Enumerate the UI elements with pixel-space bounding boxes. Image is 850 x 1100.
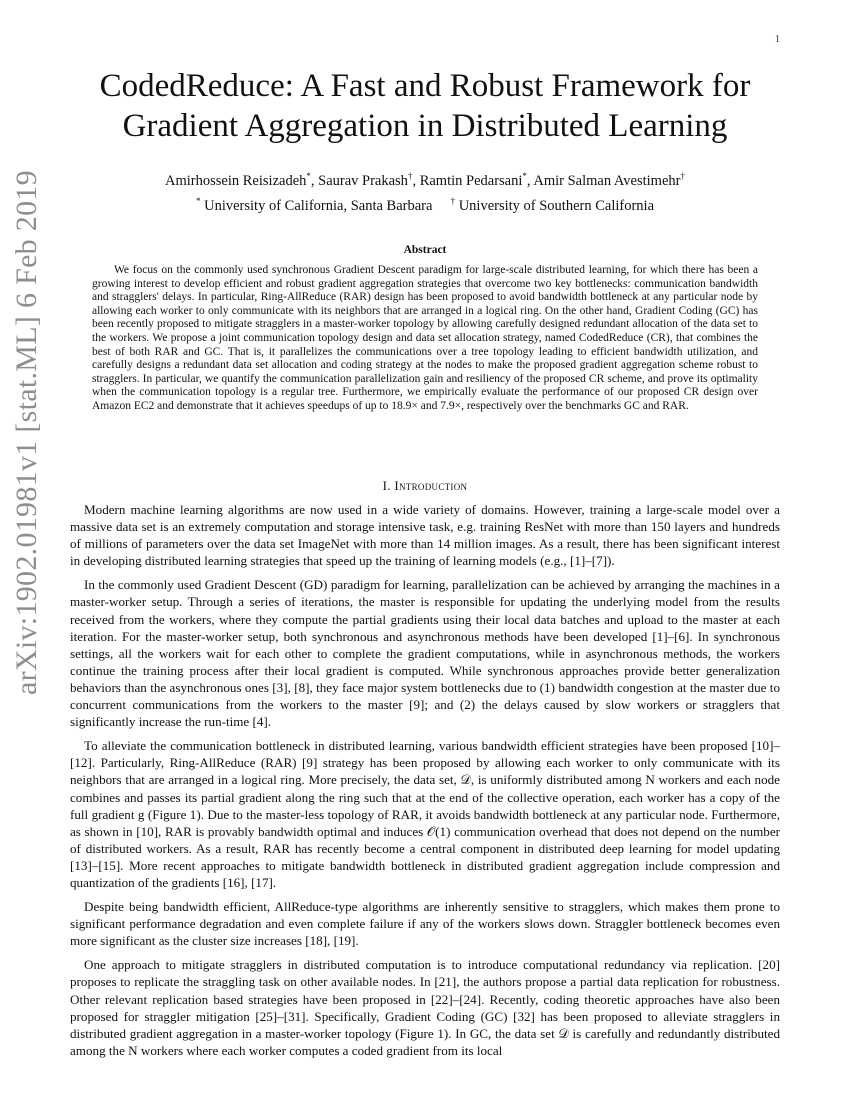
affiliation-mark: † <box>407 171 413 181</box>
author-name: Saurav Prakash <box>318 172 408 189</box>
introduction-body <box>70 501 780 1066</box>
affiliation-usc: University of Southern California <box>458 197 654 214</box>
author-block <box>60 166 790 216</box>
page-number: 1 <box>775 34 780 45</box>
section-title: Introduction <box>394 478 468 493</box>
paragraph: Despite being bandwidth efficient, AllReduce-type algorithms are inherently sensitive to stragglers, which makes them prone to significant performance degradation and even complete failure if any of the workers slows down. Straggler bottleneck becomes even more significant as the cluster size increases [18], [19]. <box>70 899 780 949</box>
affiliation-mark: † <box>450 195 456 206</box>
affiliation-mark: † <box>680 171 685 181</box>
affiliation-mark: * <box>522 171 527 181</box>
author-name: Amirhossein Reisizadeh <box>165 172 307 189</box>
abstract-text: We focus on the commonly used synchronous Gradient Descent paradigm for large-scale distributed learning, for which there has been a growing interest to develop efficient and robust gradient aggregation strategies that overcome two key bottlenecks: communication bandwidth and stragglers' delays. In particular, Ring-AllReduce (RAR) design has been proposed to avoid bandwidth bottleneck at any particular node by allowing each worker to only communicate with its neighbors that are arranged in a logical ring. On the other hand, Gradient Coding (GC) has been recently proposed to mitigate stragglers in a master-worker topology by allowing carefully designed redundant allocation of the data set to the workers. We propose a joint communication topology design and data set allocation strategy, named CodedReduce (CR), that combines the best of both RAR and GC. That is, it parallelizes the communications over a tree topology leading to efficient bandwidth utilization, and carefully designs a redundant data set allocation and coding strategy at the nodes to make the proposed gradient aggregation scheme robust to stragglers. In particular, we quantify the communication parallelization gain and resiliency of the proposed CR scheme, and prove its optimality when the communication topology is a regular tree. Furthermore, we empirically evaluate the performance of our proposed CR design over Amazon EC2 and demonstrate that it achieves speedups of up to 18.9× and 7.9×, respectively over the benchmarks GC and RAR. <box>92 264 758 412</box>
author-name: Amir Salman Avestimehr <box>533 172 681 189</box>
paragraph: One approach to mitigate stragglers in distributed computation is to introduce computational redundancy via replication. [20] proposes to replicate the straggling task on other available nodes. In [21], the authors propose a partial data replication for robustness. Other relevant replication based strategies have been proposed in [22]–[24]. Recently, coding theoretic approaches have also been proposed for straggler mitigation [25]–[31]. Specifically, Gradient Coding (GC) [32] has been proposed to alleviate stragglers in distributed gradient aggregation in a master-worker topology (Figure 1). In GC, the data set 𝒟 is carefully and redundantly distributed among the N workers where each worker computes a coded gradient from its local <box>70 957 780 1058</box>
paragraph: In the commonly used Gradient Descent (GD) paradigm for learning, parallelization can be achieved by arranging the machines in a master-worker setup. Through a series of iterations, the master is responsible for updating the underlying model from the results received from the workers, where they compute the partial gradients using their local data batches and upload to the master at each iteration. For the master-worker setup, both synchronous and asynchronous methods have been developed [1]–[6]. In synchronous settings, all the workers wait for each other to complete the gradient computations, while in asynchronous methods, the workers continue the training process after their local gradient is computed. While synchronous approaches provide better generalization behaviors than the asynchronous ones [3], [8], they face major system bottlenecks due to (1) bandwidth congestion at the master due to concurrent communications from the workers to the master [9]; and (2) the delays caused by slow workers or stragglers that significantly increase the run-time [4]. <box>70 577 780 730</box>
affiliation-ucsb: University of California, Santa Barbara <box>204 197 433 214</box>
paper-title <box>60 66 790 146</box>
abstract-heading: Abstract <box>403 244 447 256</box>
affiliation-mark: * <box>306 171 311 181</box>
section-number: I. <box>382 478 391 493</box>
arxiv-identifier-text: arXiv:1902.01981v1 [stat.ML] 6 Feb 2019 <box>10 170 43 695</box>
title-line-2: Gradient Aggregation in Distributed Learning <box>122 108 728 144</box>
title-line-1: CodedReduce: A Fast and Robust Framework for <box>99 68 751 104</box>
author-name: Ramtin Pedarsani <box>419 172 523 189</box>
section-heading <box>0 478 850 494</box>
author-line: Amirhossein Reisizadeh*, Saurav Prakash†, Ramtin Pedarsani*, Amir Salman Avestimehr† <box>165 171 685 189</box>
affiliation-mark: * <box>196 195 201 206</box>
paragraph: Modern machine learning algorithms are now used in a wide variety of domains. However, training a large-scale model over a massive data set is an extremely computation and storage intensive task, e.g. training ResNet with more than 150 layers and hundreds of millions of parameters over the data set ImageNet with more than 14 million images. As a result, there has been significant interest in developing distributed learning strategies that speed up the training of learning models (e.g., [1]–[7]). <box>70 502 780 569</box>
paragraph: To alleviate the communication bottleneck in distributed learning, various bandwidth efficient strategies have been proposed [10]–[12]. Particularly, Ring-AllReduce (RAR) [9] strategy has been proposed by allowing each worker to only communicate with its neighbors that are arranged in a logical ring. More precisely, the data set, 𝒟, is uniformly distributed among N workers and each node combines and passes its partial gradient along the ring such that at the end of the collective operation, each worker has a copy of the full gradient g (Figure 1). Due to the master-less topology of RAR, it avoids bandwidth bottleneck at any particular node. Furthermore, as shown in [10], RAR is provably bandwidth optimal and induces 𝒪(1) communication overhead that does not depend on the number of distributed workers. As a result, RAR has recently become a central component in distributed deep learning for model updating [13]–[15]. More recent approaches to mitigate bandwidth bottleneck in distributed gradient aggregation include compression and quantization of the gradients [16], [17]. <box>70 738 780 890</box>
arxiv-identifier-stamp <box>7 170 57 695</box>
affiliation-line <box>60 191 790 216</box>
